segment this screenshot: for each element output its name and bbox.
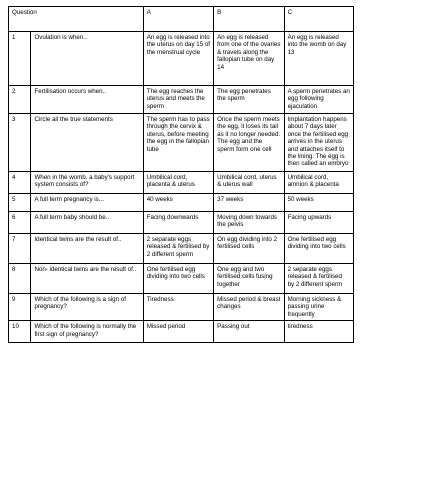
- option-c: Implantation happens about 7 days later once the fertilised egg arrives in the uterus and attaches itself to the lining. The egg is then called an embryo: [284, 114, 353, 172]
- option-a: The egg reaches the uterus and meets the sperm: [143, 86, 213, 114]
- table-row: [9, 234, 354, 264]
- table-row: [9, 86, 354, 114]
- question-number: 8: [9, 264, 31, 294]
- table-row: [9, 194, 354, 212]
- option-a: Facing downwards: [143, 212, 213, 234]
- header-option-c: C: [284, 7, 353, 32]
- table-row: [9, 294, 354, 321]
- option-c: tiredness: [284, 321, 353, 343]
- question-text: When in the womb, a baby's support system consists of?: [31, 172, 143, 194]
- table-row: [9, 212, 354, 234]
- question-text: Fertilisation occurs when..: [31, 86, 143, 114]
- table-row: [9, 321, 354, 343]
- question-text: Identical twins are the result of..: [31, 234, 143, 264]
- option-c: One fertilised egg dividing into two cells: [284, 234, 353, 264]
- option-b: Umbilical cord, uterus & uterus wall: [214, 172, 284, 194]
- option-c: An egg is released into the womb on day 13: [284, 32, 353, 86]
- option-b: Passing out: [214, 321, 284, 343]
- question-number: 10: [9, 321, 31, 343]
- option-a: 2 separate eggs released & fertilised by 2 different sperm: [143, 234, 213, 264]
- option-b: 37 weeks: [214, 194, 284, 212]
- question-text: Circle all the true statements: [31, 114, 143, 172]
- option-a: One fertilised egg dividing into two cells: [143, 264, 213, 294]
- question-number: 9: [9, 294, 31, 321]
- option-c: A sperm penetrates an egg following ejaculation: [284, 86, 353, 114]
- option-a: 40 weeks: [143, 194, 213, 212]
- option-a: The sperm has to pass through the cervix & uterus, before meeting the egg in the fallopian tube: [143, 114, 213, 172]
- question-number: 3: [9, 114, 31, 172]
- option-c: 50 weeks: [284, 194, 353, 212]
- option-c: 2 separate eggs released & fertilised by 2 different sperm: [284, 264, 353, 294]
- option-a: Missed period: [143, 321, 213, 343]
- option-c: Morning sickness & passing urine frequently: [284, 294, 353, 321]
- question-text: Non- identical twins are the result of..: [31, 264, 143, 294]
- header-option-b: B: [214, 7, 284, 32]
- quiz-table: [8, 6, 354, 343]
- option-b: Missed period & breast changes: [214, 294, 284, 321]
- option-c: Umbilical cord, amnion & placenta: [284, 172, 353, 194]
- option-b: Moving down towards the pelvis: [214, 212, 284, 234]
- option-b: Once the sperm meets the egg, it loses its tail as it no longer needed. The egg and the sperm form one cell: [214, 114, 284, 172]
- table-row: [9, 114, 354, 172]
- question-text: Which of the following is normally the first sign of pregnancy?: [31, 321, 143, 343]
- option-b: An egg is released from one of the ovaries & travels along the fallopian tube on day 14: [214, 32, 284, 86]
- question-number: 2: [9, 86, 31, 114]
- table-row: [9, 172, 354, 194]
- header-option-a: A: [143, 7, 213, 32]
- option-a: Tiredness: [143, 294, 213, 321]
- question-number: 7: [9, 234, 31, 264]
- question-number: 5: [9, 194, 31, 212]
- quiz-body: [9, 32, 354, 343]
- table-row: [9, 32, 354, 86]
- option-a: Umbilical cord, placenta & uterus: [143, 172, 213, 194]
- question-text: A full term baby should be..: [31, 212, 143, 234]
- option-b: On egg dividing into 2 fertilised cells: [214, 234, 284, 264]
- question-number: 4: [9, 172, 31, 194]
- option-b: One egg and two fertilised cells fusing together: [214, 264, 284, 294]
- header-question: Question: [9, 7, 144, 32]
- question-text: A full term pregnancy is...: [31, 194, 143, 212]
- question-number: 6: [9, 212, 31, 234]
- table-row: [9, 264, 354, 294]
- question-number: 1: [9, 32, 31, 86]
- option-c: Facing upwards: [284, 212, 353, 234]
- option-b: The egg penetrates the sperm: [214, 86, 284, 114]
- question-text: Ovulation is when..: [31, 32, 143, 86]
- header-row: [9, 7, 354, 32]
- question-text: Which of the following is a sign of pregnancy?: [31, 294, 143, 321]
- option-a: An egg is released into the uterus on day 15 of the menstrual cycle: [143, 32, 213, 86]
